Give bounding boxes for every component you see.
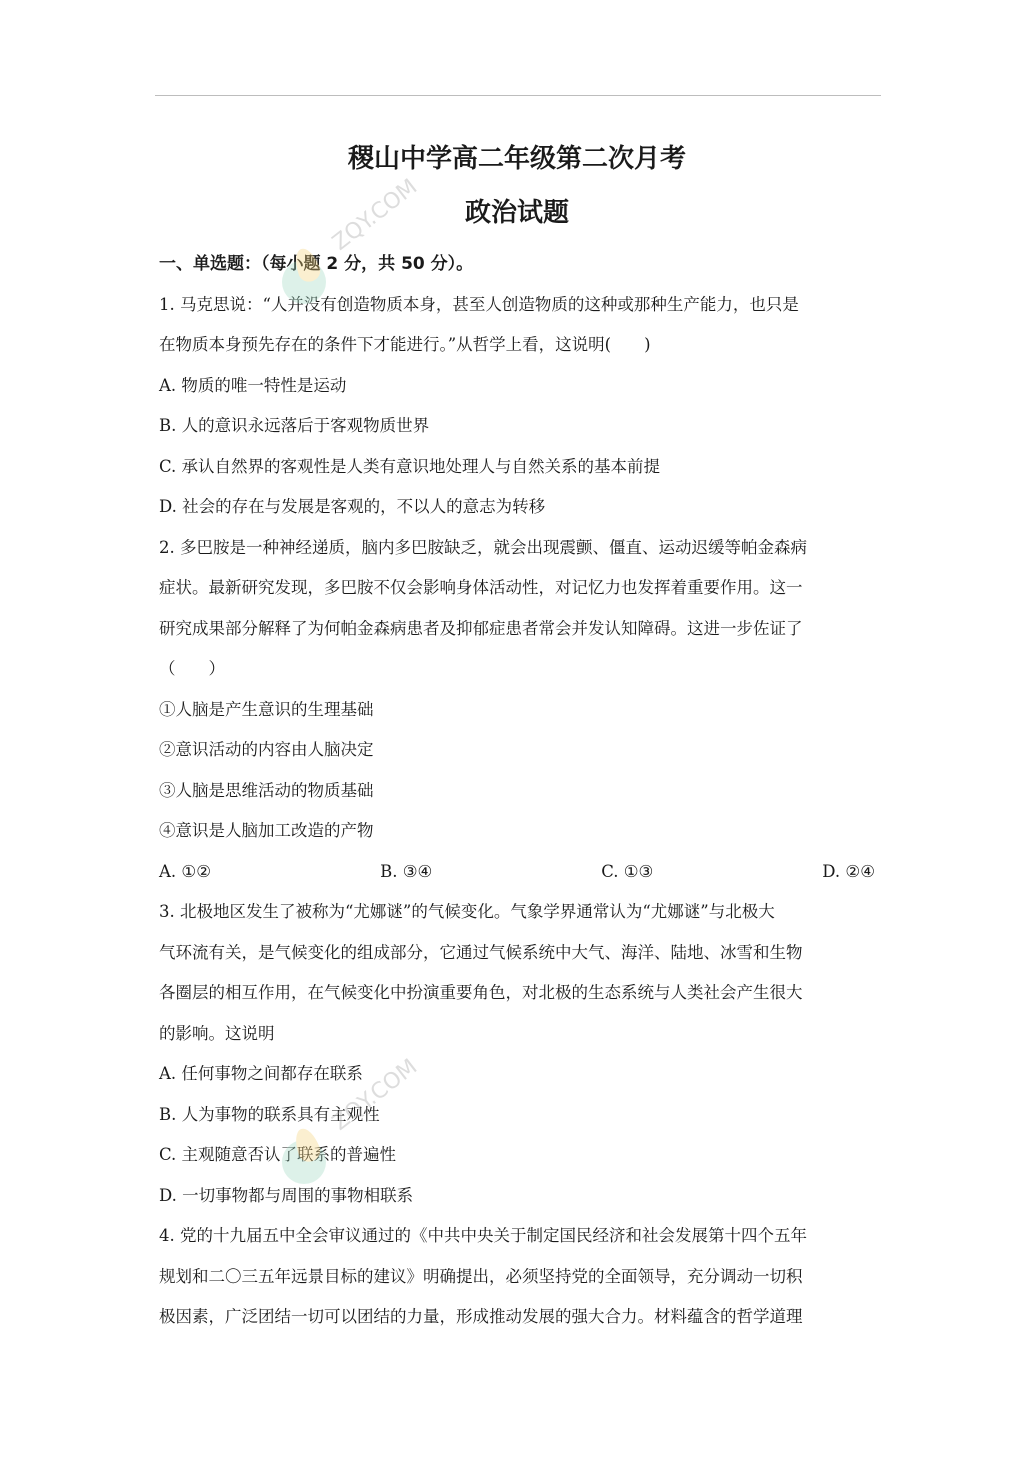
question-text-line: 的影响。这说明 [159,1023,275,1043]
watermark-text: ZQY.COM [328,1054,423,1136]
option-d: D. 社会的存在与发展是客观的，不以人的意志为转移 [159,497,546,516]
statement-3: ③人脑是思维活动的物质基础 [159,780,374,800]
exam-title: 稷山中学高二年级第二次月考 [347,144,686,174]
option-d: D. ②④ [822,861,875,881]
option-c: C. 承认自然界的客观性是人类有意识地处理人与自然关系的基本前提 [159,456,661,476]
option-d: D. 一切事物都与周围的事物相联系 [159,1185,414,1205]
statement-4: ④意识是人脑加工改造的产物 [159,821,374,840]
option-a: A. 物质的唯一特性是运动 [159,375,347,395]
options-row [159,852,875,893]
option-a: A. ①② [159,861,211,881]
option-c: C. ①③ [601,861,654,881]
question-2 [159,528,875,893]
question-1 [159,285,875,528]
question-text-line: 3. 北极地区发生了被称为“尤娜谜”的气候变化。气象学界通常认为“尤娜谜”与北极大 [159,902,775,921]
question-text-line: 2. 多巴胺是一种神经递质，脑内多巴胺缺乏，就会出现震颤、僵直、运动迟缓等帕金森病 [159,537,807,557]
question-text-line: 症状。最新研究发现，多巴胺不仅会影响身体活动性，对记忆力也发挥着重要作用。这一 [159,578,803,597]
question-text-line: （ ） [159,659,225,678]
question-text-line: 极因素，广泛团结一切可以团结的力量，形成推动发展的强大合力。材料蕴含的哲学道理 [159,1307,803,1326]
option-b: B. ③④ [380,861,433,881]
question-text-line: 气环流有关，是气候变化的组成部分，它通过气候系统中大气、海洋、陆地、冰雪和生物 [159,942,803,962]
question-text-line: 在物质本身预先存在的条件下才能进行。”从哲学上看，这说明( ) [159,335,651,354]
option-c: C. 主观随意否认了联系的普遍性 [159,1145,397,1164]
question-3 [159,892,875,1216]
question-text-line: 规划和二〇三五年远景目标的建议》明确提出，必须坚持党的全面领导，充分调动一切积 [159,1266,803,1286]
exam-body [159,244,875,1338]
statement-2: ②意识活动的内容由人脑决定 [159,740,374,759]
question-text-line: 1. 马克思说：“人并没有创造物质本身，甚至人创造物质的这种或那种生产能力，也只是 [159,294,799,314]
exam-subtitle: 政治试题 [464,198,569,228]
header-rule [155,95,881,96]
section-heading: 一、单选题：（每小题 2 分，共 50 分）。 [159,254,474,274]
option-b: B. 人的意识永远落后于客观物质世界 [159,416,430,435]
watermark-text: ZQY.COM [328,174,423,256]
statement-1: ①人脑是产生意识的生理基础 [159,699,374,719]
question-text-line: 4. 党的十九届五中全会审议通过的《中共中央关于制定国民经济和社会发展第十四个五年 [159,1226,807,1245]
option-a: A. 任何事物之间都存在联系 [159,1064,363,1083]
question-4 [159,1216,875,1338]
question-text-line: 研究成果部分解释了为何帕金森病患者及抑郁症患者常会并发认知障碍。这进一步佐证了 [159,618,803,638]
question-text-line: 各圈层的相互作用，在气候变化中扮演重要角色，对北极的生态系统与人类社会产生很大 [159,983,803,1002]
option-b: B. 人为事物的联系具有主观性 [159,1104,380,1124]
